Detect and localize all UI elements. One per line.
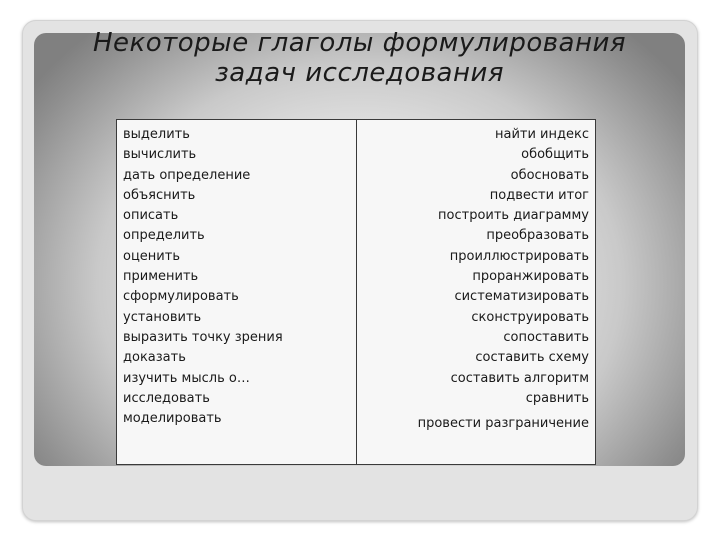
verb-item: составить алгоритм (450, 370, 589, 386)
verb-item: оценить (123, 248, 180, 264)
verb-item: моделировать (123, 411, 222, 427)
slide-title-line-2: задач исследования (214, 58, 505, 88)
verb-item: сопоставить (503, 329, 589, 345)
verb-item: изучить мысль о… (123, 370, 250, 386)
verb-item: обобщить (521, 147, 589, 163)
verb-item: дать определение (123, 167, 251, 183)
verb-item: применить (123, 269, 199, 285)
verb-item: сконструировать (471, 309, 589, 325)
verb-item: выделить (123, 127, 190, 142)
verb-item: описать (123, 208, 179, 224)
verb-item: сформулировать (123, 289, 239, 305)
verb-item: установить (123, 309, 202, 325)
verb-item: вычислить (123, 147, 197, 163)
verb-item: доказать (123, 350, 186, 366)
verb-item: систематизировать (454, 289, 589, 305)
slide-title (34, 28, 685, 88)
verb-item: сравнить (525, 390, 589, 406)
verb-item: выразить точку зрения (123, 329, 283, 345)
verbs-table (116, 119, 596, 465)
right-verbs-column (357, 120, 595, 464)
verb-item: проиллюстрировать (449, 248, 589, 264)
verb-item: обосновать (510, 167, 589, 183)
verb-item: определить (123, 228, 205, 244)
verb-item: исследовать (123, 390, 210, 406)
verb-item: проранжировать (472, 269, 589, 285)
slide-title-line-1: Некоторые глаголы формулирования (92, 28, 627, 58)
verb-item: преобразовать (486, 228, 589, 244)
verb-item: построить диаграмму (438, 208, 589, 224)
left-verbs-column (117, 120, 357, 464)
verb-item: найти индекс (494, 127, 589, 142)
verb-item: подвести итог (489, 187, 589, 203)
verb-item: составить схему (475, 350, 589, 366)
verb-item: объяснить (123, 187, 196, 203)
verb-item: провести разграничение (417, 416, 589, 432)
